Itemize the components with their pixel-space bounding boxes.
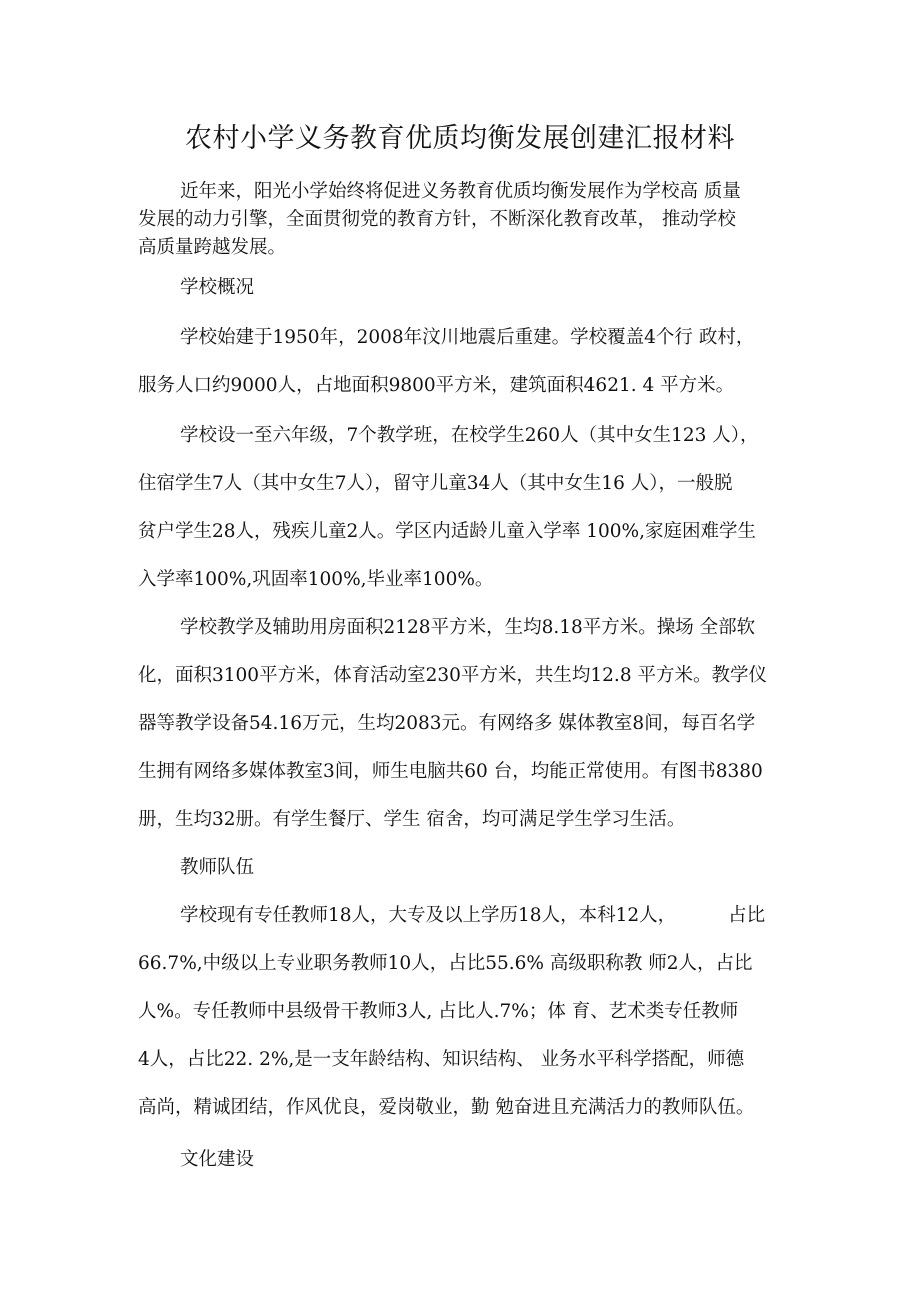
text-line [138, 892, 788, 940]
teachers-paragraph [138, 892, 788, 1132]
overview-paragraph-1 [138, 314, 788, 410]
overview-paragraph-2 [138, 412, 788, 604]
text-line: 学校始建于1950年，2008年汶川地震后重建。学校覆盖4个行 政村， [180, 327, 755, 348]
text-line: 贫户学生28人，残疾儿童2人。学区内适龄儿童入学率 100%,家庭困难学生 [138, 521, 756, 542]
text-line: 学校教学及辅助用房面积2128平方米，生均8.18平方米。操场 全部软 [180, 617, 756, 638]
text-segment: 学校现有专任教师18人，大专及以上学历18人，本科12人， [180, 905, 677, 926]
text-line: 服务人口约9000人，占地面积9800平方米，建筑面积4621. 4 平方米。 [138, 375, 735, 396]
text-line: 发展的动力引擎，全面贯彻党的教育方针，不断深化教育改革， 推动学校 [138, 209, 736, 230]
text-line: 4人，占比22. 2%,是一支年龄结构、知识结构、 业务水平科学搭配，师德 [138, 1049, 745, 1070]
text-line: 册，生均32册。有学生餐厅、学生 宿舍，均可满足学生学习生活。 [138, 809, 686, 830]
text-segment: 占比 [728, 905, 766, 926]
text-line: 住宿学生7人（其中女生7人），留守儿童34人（其中女生16 人），一般脱 [138, 473, 733, 494]
section-heading-teachers: 教师队伍 [180, 857, 255, 878]
overview-paragraph-3 [138, 604, 788, 844]
text-line: 66.7%,中级以上专业职务教师10人，占比55.6% 高级职称教 师2人，占比 [138, 953, 753, 974]
text-line: 器等教学设备54.16万元，生均2083元。有网络多 媒体教室8间，每百名学 [138, 713, 756, 734]
text-line: 学校设一至六年级，7个教学班，在校学生260人（其中女生123 人）， [180, 425, 759, 446]
document-title: 农村小学义务教育优质均衡发展创建汇报材料 [185, 123, 735, 154]
text-line: 入学率100%,巩固率100%,毕业率100%。 [138, 569, 494, 590]
text-line: 高尚，精诚团结，作风优良，爱岗敬业，勤 勉奋进且充满活力的教师队伍。 [138, 1097, 755, 1118]
intro-paragraph [138, 178, 788, 262]
section-heading-overview: 学校概况 [180, 277, 255, 298]
text-line: 人%。专任教师中县级骨干教师3人, 占比人.7%；体 育、艺术类专任教师 [138, 1001, 739, 1022]
text-line: 高质量跨越发展。 [138, 237, 287, 258]
section-heading-culture: 文化建设 [180, 1149, 255, 1170]
text-line: 近年来，阳光小学始终将促进义务教育优质均衡发展作为学校高 质量 [180, 181, 741, 202]
text-line: 生拥有网络多媒体教室3间，师生电脑共60 台，均能正常使用。有图书8380 [138, 761, 763, 782]
text-line: 化，面积3100平方米，体育活动室230平方米，共生均12.8 平方米。教学仪 [138, 665, 767, 686]
